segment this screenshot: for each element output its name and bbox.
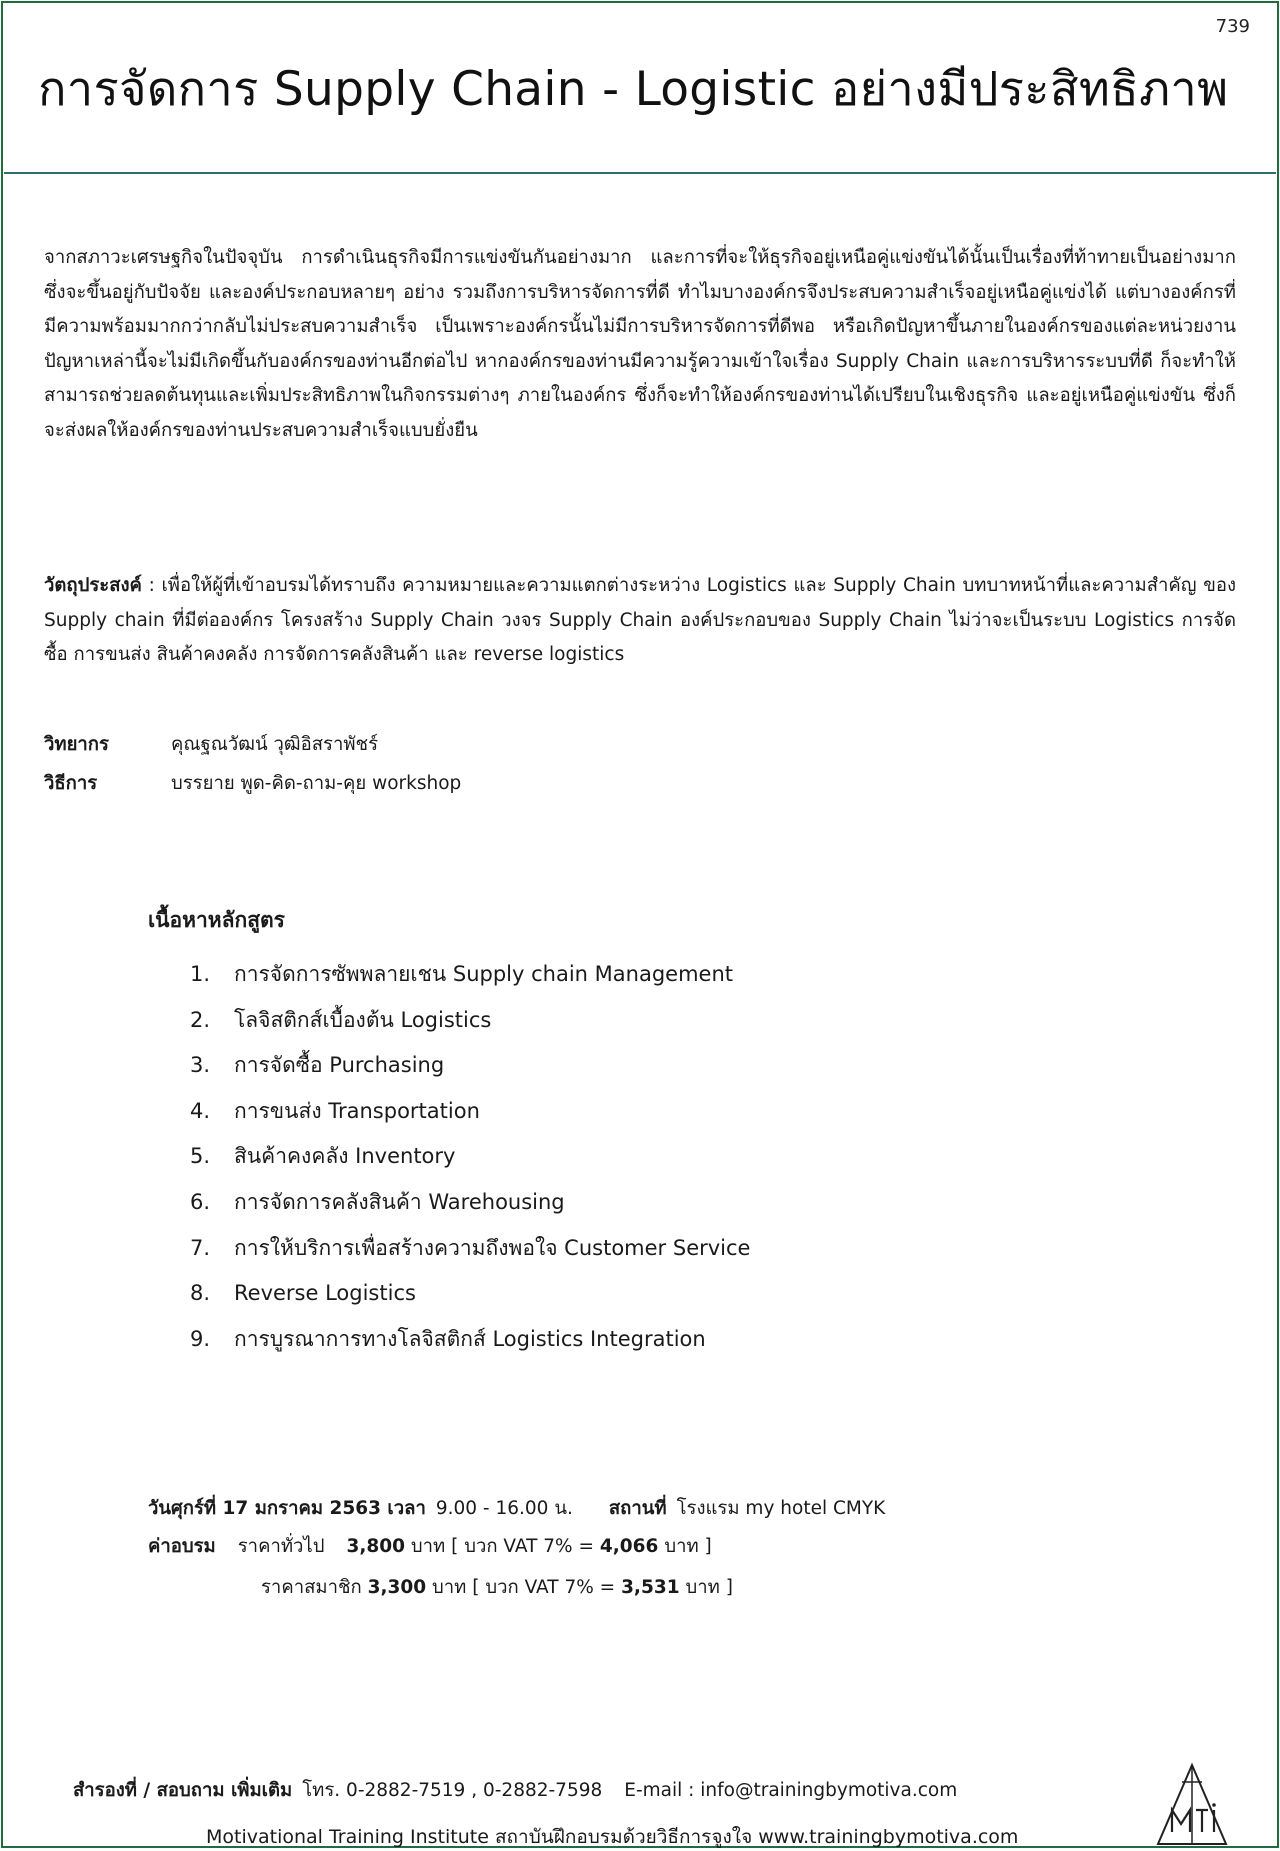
venue-value: โรงแรม my hotel CMYK — [676, 1498, 886, 1519]
contact-row — [73, 1776, 957, 1806]
page-number: 739 — [1215, 16, 1250, 37]
title-divider — [4, 172, 1276, 174]
course-item-text: Reverse Logistics — [234, 1281, 416, 1306]
schedule-row — [148, 1492, 885, 1526]
speaker-row — [44, 728, 378, 762]
course-item-number: 5. — [190, 1144, 211, 1169]
course-item-text: โลจิสติกส์เบื้องต้น Logistics — [234, 1007, 492, 1032]
objective-text: : เพื่อให้ผู้ที่เข้าอบรมได้ทราบถึง ความหมายและความแตกต่างระหว่าง Logistics และ Supply Chain บทบาทหน้าที่และความสำคัญ ของ Supply chain ที่มีต่อองค์กร โครงสร้าง Supply Chain วงจร Supply Chain องค์ประกอบของ Supply Chain ไม่ว่าจะเป็นระบบ Logistics การจัดซื้อ การขนส่ง สินค้าคงคลัง การจัดการคลังสินค้า และ reverse logistics — [44, 575, 1236, 665]
course-item — [190, 1004, 750, 1050]
fee-member-unit: บาท [ บวก VAT 7% = — [432, 1577, 616, 1598]
fee-general-end: บาท ] — [664, 1536, 712, 1557]
footer-org-line: Motivational Training Institute สถาบันฝึกอบรมด้วยวิธีการจูงใจ www.trainingbymotiva.com — [206, 1826, 1019, 1848]
course-item — [190, 1049, 750, 1095]
course-item-text: การให้บริการเพื่อสร้างความถึงพอใจ Customer Service — [234, 1235, 751, 1260]
course-item-text: การขนส่ง Transportation — [234, 1098, 480, 1123]
course-item — [190, 1277, 750, 1323]
speaker-value: คุณฐณวัฒน์ วุฒิอิสราพัชร์ — [171, 734, 379, 755]
fee-general-unit: บาท [ บวก VAT 7% = — [410, 1536, 595, 1557]
course-item-number: 6. — [190, 1189, 211, 1214]
course-item-text: สินค้าคงคลัง Inventory — [234, 1144, 456, 1169]
fee-label: ค่าอบรม — [148, 1536, 216, 1557]
fee-general-total: 4,066 — [599, 1536, 659, 1557]
course-item-number: 4. — [190, 1098, 211, 1123]
fee-member-label: ราคาสมาชิก — [261, 1577, 362, 1598]
fee-general-label: ราคาทั่วไป — [237, 1536, 325, 1557]
course-item-number: 8. — [190, 1281, 211, 1306]
fee-member-end: บาท ] — [685, 1577, 733, 1598]
course-item-text: การจัดการซัพพลายเชน Supply chain Management — [234, 962, 733, 986]
course-heading: เนื้อหาหลักสูตร — [148, 908, 285, 932]
course-item-number: 7. — [190, 1235, 211, 1260]
course-item-text: การบูรณาการทางโลจิสติกส์ Logistics Integration — [234, 1326, 706, 1351]
schedule-date: วันศุกร์ที่ 17 มกราคม 2563 เวลา — [148, 1498, 426, 1519]
mti-pyramid-logo-icon — [1156, 1762, 1228, 1846]
objective-label: วัตถุประสงค์ — [44, 575, 142, 596]
course-item — [190, 1186, 750, 1232]
speaker-label: วิทยากร — [44, 734, 109, 755]
method-label: วิธีการ — [44, 773, 98, 794]
course-list — [190, 958, 750, 1368]
course-item — [190, 958, 750, 1004]
objective-paragraph — [44, 569, 1236, 673]
fee-general-row — [148, 1530, 712, 1564]
fee-member-row — [261, 1571, 733, 1605]
course-item-number: 2. — [190, 1007, 211, 1032]
fee-general-price: 3,800 — [346, 1536, 405, 1557]
course-item-text: การจัดซื้อ Purchasing — [234, 1053, 445, 1078]
course-item — [190, 1232, 750, 1278]
course-item — [190, 1095, 750, 1141]
course-item-number: 3. — [190, 1053, 211, 1078]
contact-label: สำรองที่ / สอบถาม เพิ่มเติม — [73, 1780, 293, 1801]
contact-phone: โทร. 0-2882-7519 , 0-2882-7598 — [302, 1780, 603, 1801]
venue-label: สถานที่ — [608, 1498, 667, 1519]
course-item-number: 9. — [190, 1326, 211, 1351]
schedule-time: 9.00 - 16.00 น. — [435, 1498, 573, 1519]
contact-email[interactable]: E-mail : info@trainingbymotiva.com — [624, 1780, 958, 1801]
course-item-number: 1. — [190, 962, 211, 986]
method-value: บรรยาย พูด-คิด-ถาม-คุย workshop — [171, 773, 462, 794]
course-item — [190, 1323, 750, 1369]
course-item — [190, 1140, 750, 1186]
method-row — [44, 767, 461, 801]
course-item-text: การจัดการคลังสินค้า Warehousing — [234, 1189, 565, 1214]
fee-member-price: 3,300 — [367, 1577, 427, 1598]
page-title: การจัดการ Supply Chain - Logistic อย่างมีประสิทธิภาพ — [38, 62, 1229, 117]
intro-paragraph: จากสภาวะเศรษฐกิจในปัจจุบัน การดำเนินธุรกิจมีการแข่งขันกันอย่างมาก และการที่จะให้ธุรกิจอยู่เหนือคู่แข่งขันได้นั้นเป็นเรื่องที่ท้าทายเป็นอย่างมาก ซึ่งจะขึ้นอยู่กับปัจจัย และองค์ประกอบหลายๆ อย่าง รวมถึงการบริหารจัดการที่ดี ทำไมบางองค์กรจึงประสบความสำเร็จอยู่เหนือคู่แข่งได้ แต่บางองค์กรที่มีความพร้อมมากกว่ากลับไม่ประสบความสำเร็จ เป็นเพราะองค์กรนั้นไม่มีการบริหารจัดการที่ดีพอ หรือเกิดปัญหาขึ้นภายในองค์กรของแต่ละหน่วยงาน ปัญหาเหล่านี้จะไม่มีเกิดขึ้นกับองค์กรของท่านอีกต่อไป หากองค์กรของท่านมีความรู้ความเข้าใจเรื่อง Supply Chain และการบริหารระบบที่ดี ก็จะทำให้สามารถช่วยลดต้นทุนและเพิ่มประสิทธิภาพในกิจกรรมต่างๆ ภายในองค์กร ซึ่งก็จะทำให้องค์กรของท่านได้เปรียบในเชิงธุรกิจ และอยู่เหนือคู่แข่งขัน ซึ่งก็จะส่งผลให้องค์กรของท่านประสบความสำเร็จแบบยั่งยืน — [44, 247, 1236, 441]
fee-member-total: 3,531 — [621, 1577, 680, 1598]
